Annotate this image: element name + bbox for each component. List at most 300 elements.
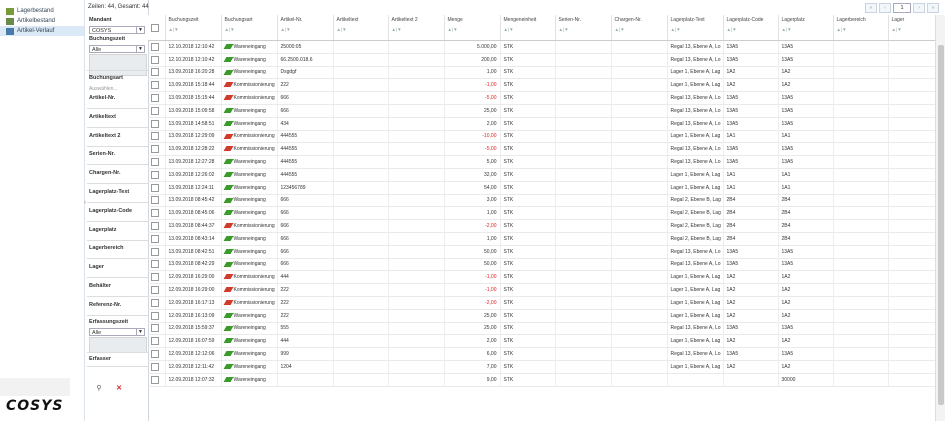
divider: [87, 202, 148, 203]
row-checkbox[interactable]: [151, 184, 159, 192]
table-row[interactable]: [148, 348, 935, 361]
row-checkbox[interactable]: [151, 324, 159, 332]
table-row[interactable]: [148, 143, 935, 156]
lagerplatz-cell: 13A5: [778, 104, 833, 117]
menge-cell: -1,00: [444, 284, 500, 297]
lagerplatz-code-cell: 1A2: [723, 360, 778, 373]
filter-label[interactable]: Lager: [89, 264, 104, 271]
filter-label[interactable]: Lagerplatz-Text: [89, 189, 130, 195]
buchungsart-cell: [221, 194, 277, 207]
sort-icon[interactable]: ▲|▼: [503, 27, 514, 32]
filter-label[interactable]: Lagerplatz: [89, 226, 117, 233]
lagerplatz-cell: 2B4: [778, 207, 833, 220]
row-select-cell: [148, 258, 165, 271]
previous-page-icon[interactable]: ‹: [879, 3, 891, 13]
artikeltext2-cell: [388, 104, 444, 117]
chargen-nr-cell: [611, 79, 667, 92]
scrollbar-thumb[interactable]: [938, 45, 944, 405]
lager-cell: [888, 92, 935, 105]
table-row[interactable]: [148, 53, 935, 66]
column-header-label: Artikeltext: [336, 17, 359, 23]
menge-cell: -5,00: [444, 92, 500, 105]
divider: [87, 70, 148, 71]
artikeltext2-cell: [388, 168, 444, 181]
buchungsart-cell: [221, 92, 277, 105]
buchungszeit-cell: 12.10.2018 12:10:42: [165, 41, 221, 54]
buchungszeit-select[interactable]: [89, 45, 145, 53]
filter-label[interactable]: Behälter: [89, 283, 112, 289]
row-checkbox[interactable]: [151, 120, 159, 128]
column-header[interactable]: [888, 15, 935, 41]
lager-cell: [888, 168, 935, 181]
menge-cell: 5,00: [444, 156, 500, 169]
sort-icon[interactable]: ▲|▼: [891, 27, 902, 32]
lagerbereich-cell: [833, 245, 888, 258]
serien-nr-cell: [555, 232, 611, 245]
mengeneinheit-cell: STK: [500, 156, 555, 169]
buchungsart-cell: [221, 41, 277, 54]
table-row[interactable]: [148, 335, 935, 348]
column-header[interactable]: [388, 15, 444, 41]
chargen-nr-cell: [611, 271, 667, 284]
lager-cell: [888, 296, 935, 309]
lagerplatz-text-cell: Regal 13, Ebene A, Lo: [667, 258, 723, 271]
row-checkbox[interactable]: [151, 363, 159, 371]
lagerplatz-text-cell: Lager 1, Ebene A, Lag: [667, 309, 723, 322]
row-select-cell: [148, 156, 165, 169]
chevron-down-icon[interactable]: ▼: [136, 27, 144, 33]
incoming-goods-icon: [223, 159, 233, 164]
chargen-nr-cell: [611, 284, 667, 297]
column-header[interactable]: [833, 15, 888, 41]
sort-icon[interactable]: ▲|▼: [836, 27, 847, 32]
column-header-label: Mengeneinheit: [503, 17, 537, 23]
chargen-nr-cell: [611, 130, 667, 143]
table-row[interactable]: [148, 296, 935, 309]
table-row[interactable]: [148, 156, 935, 169]
lagerplatz-code-cell: 1A2: [723, 309, 778, 322]
row-select-cell: [148, 232, 165, 245]
column-header[interactable]: [555, 15, 611, 41]
buchungszeit-cell: 12.09.2018 15:59:37: [165, 322, 221, 335]
filter-label[interactable]: Artikeltext 2: [89, 132, 121, 139]
column-header[interactable]: [165, 15, 221, 41]
lagerplatz-text-cell: Regal 13, Ebene A, Lo: [667, 245, 723, 258]
warehouse-icon: [6, 8, 14, 15]
artikeltext-cell: [333, 92, 388, 105]
row-checkbox[interactable]: [151, 350, 159, 358]
artikeltext2-cell: [388, 258, 444, 271]
mengeneinheit-cell: STK: [500, 245, 555, 258]
sort-icon[interactable]: ▲|▼: [447, 27, 458, 32]
menge-cell: 1,00: [444, 232, 500, 245]
buchungsart-label: Wareneingang: [233, 159, 266, 166]
lagerplatz-code-cell: 1A2: [723, 296, 778, 309]
buchungszeit-cell: 13.09.2018 08:43:14: [165, 232, 221, 245]
buchungszeit-cell: 13.09.2018 12:24:11: [165, 181, 221, 194]
buchungszeit-range-box[interactable]: [89, 54, 147, 76]
divider: [87, 127, 148, 128]
row-select-cell: [148, 245, 165, 258]
row-checkbox[interactable]: [151, 132, 159, 140]
buchungsart-cell: [221, 335, 277, 348]
select-all-checkbox[interactable]: [151, 24, 159, 32]
divider: [87, 164, 148, 165]
buchungsart-label: Wareneingang: [233, 338, 266, 345]
column-header-label: Artikeltext 2: [391, 17, 418, 23]
serien-nr-cell: [555, 284, 611, 297]
row-select-cell: [148, 181, 165, 194]
incoming-goods-icon: [223, 377, 233, 382]
serien-nr-cell: [555, 245, 611, 258]
chargen-nr-cell: [611, 41, 667, 54]
table-row[interactable]: [148, 92, 935, 105]
artikeltext2-cell: [388, 284, 444, 297]
row-select-cell: [148, 360, 165, 373]
filter-label[interactable]: Chargen-Nr.: [89, 170, 121, 177]
lagerplatz-cell: 1A2: [778, 79, 833, 92]
column-header-label: Artikel-Nr.: [280, 17, 303, 23]
last-page-icon[interactable]: »: [927, 3, 939, 13]
artikeltext2-cell: [388, 41, 444, 54]
buchungszeit-cell: 13.09.2018 15:15:44: [165, 92, 221, 105]
lagerbereich-cell: [833, 207, 888, 220]
row-checkbox[interactable]: [151, 56, 159, 64]
row-checkbox[interactable]: [151, 312, 159, 320]
serien-nr-cell: [555, 258, 611, 271]
lager-cell: [888, 348, 935, 361]
menge-cell: 3,00: [444, 194, 500, 207]
lagerplatz-code-cell: 1A1: [723, 181, 778, 194]
menge-cell: -1,00: [444, 79, 500, 92]
table-row[interactable]: [148, 168, 935, 181]
artikel-nr-cell: 666: [277, 194, 333, 207]
lagerbereich-cell: [833, 194, 888, 207]
row-checkbox[interactable]: [151, 43, 159, 51]
lagerplatz-code-cell: 13A5: [723, 245, 778, 258]
buchungsart-cell: [221, 232, 277, 245]
nav-item-0[interactable]: [0, 6, 84, 16]
next-page-icon[interactable]: ›: [913, 3, 925, 13]
row-checkbox[interactable]: [151, 222, 159, 230]
row-checkbox[interactable]: [151, 209, 159, 217]
buchungsart-label: Wareneingang: [233, 248, 266, 255]
table-row[interactable]: [148, 258, 935, 271]
lagerplatz-text-cell: Regal 13, Ebene A, Lo: [667, 41, 723, 54]
lager-cell: [888, 335, 935, 348]
incoming-goods-icon: [223, 44, 233, 49]
mengeneinheit-cell: STK: [500, 348, 555, 361]
lagerbereich-cell: [833, 232, 888, 245]
artikeltext-cell: [333, 348, 388, 361]
lagerplatz-text-cell: Lager 1, Ebene A, Lag: [667, 168, 723, 181]
row-select-cell: [148, 41, 165, 54]
row-checkbox[interactable]: [151, 376, 159, 384]
sort-icon[interactable]: ▲|▼: [781, 27, 792, 32]
lagerplatz-text-cell: Lager 1, Ebene A, Lag: [667, 66, 723, 79]
menge-cell: -10,00: [444, 130, 500, 143]
first-page-icon[interactable]: «: [865, 3, 877, 13]
picking-icon: [223, 274, 233, 279]
buchungsart-label: Wareneingang: [233, 376, 266, 383]
table-row[interactable]: [148, 194, 935, 207]
serien-nr-cell: [555, 296, 611, 309]
lagerbereich-cell: [833, 258, 888, 271]
row-checkbox[interactable]: [151, 81, 159, 89]
table-header-row: [148, 15, 935, 41]
artikeltext-cell: [333, 143, 388, 156]
serien-nr-cell: [555, 348, 611, 361]
menge-cell: 50,00: [444, 245, 500, 258]
buchungsart-label: Kommissionierung: [233, 299, 275, 306]
menge-cell: -2,00: [444, 296, 500, 309]
buchungszeit-cell: 12.09.2018 16:29:00: [165, 271, 221, 284]
sort-icon[interactable]: ▲|▼: [224, 27, 235, 32]
chargen-nr-cell: [611, 194, 667, 207]
lagerplatz-cell: 13A5: [778, 117, 833, 130]
artikeltext2-cell: [388, 220, 444, 233]
buchungszeit-cell: 13.09.2018 08:45:06: [165, 207, 221, 220]
lagerplatz-cell: 1A1: [778, 168, 833, 181]
pager: [865, 3, 939, 13]
mengeneinheit-cell: STK: [500, 181, 555, 194]
binoculars-search-icon[interactable]: ⚲: [96, 385, 102, 392]
column-header[interactable]: [667, 15, 723, 41]
row-checkbox[interactable]: [151, 196, 159, 204]
row-checkbox[interactable]: [151, 107, 159, 115]
nav-item-1[interactable]: [0, 16, 84, 26]
buchungsart-label: Kommissionierung: [233, 82, 275, 89]
article-history-icon: [6, 28, 14, 35]
lager-cell: [888, 53, 935, 66]
lager-cell: [888, 309, 935, 322]
buchungsart-cell: [221, 220, 277, 233]
table-row[interactable]: [148, 104, 935, 117]
erfassungszeit-select[interactable]: [89, 328, 145, 336]
lagerplatz-cell: 1A2: [778, 360, 833, 373]
mandant-select[interactable]: [89, 26, 145, 34]
table-row[interactable]: [148, 181, 935, 194]
table-row[interactable]: [148, 79, 935, 92]
lagerbereich-cell: [833, 271, 888, 284]
incoming-goods-icon: [223, 351, 233, 356]
menge-cell: 25,00: [444, 104, 500, 117]
column-header-label: Lagerplatz: [781, 17, 805, 23]
artikeltext2-cell: [388, 207, 444, 220]
lagerbereich-cell: [833, 104, 888, 117]
filter-label[interactable]: Referenz-Nr.: [89, 301, 122, 308]
filter-label[interactable]: Serien-Nr.: [89, 151, 115, 158]
buchungszeit-cell: 12.09.2018 12:11:42: [165, 360, 221, 373]
table-row[interactable]: [148, 271, 935, 284]
picking-icon: [223, 223, 233, 228]
lagerplatz-code-cell: 13A5: [723, 41, 778, 54]
row-checkbox[interactable]: [151, 94, 159, 102]
table-row[interactable]: [148, 207, 935, 220]
clear-filter-icon[interactable]: ✕: [116, 385, 122, 392]
sort-icon[interactable]: ▲|▼: [614, 27, 625, 32]
column-header[interactable]: [333, 15, 388, 41]
column-header[interactable]: [500, 15, 555, 41]
page-number-input[interactable]: 1: [893, 3, 911, 13]
buchungszeit-cell: 13.09.2018 12:27:28: [165, 156, 221, 169]
incoming-goods-icon: [223, 326, 233, 331]
buchungsart-label: Kommissionierung: [233, 223, 275, 230]
table-row[interactable]: [148, 232, 935, 245]
table-row[interactable]: [148, 66, 935, 79]
chargen-nr-cell: [611, 296, 667, 309]
table-row[interactable]: [148, 360, 935, 373]
buchungszeit-cell: 13.09.2018 08:42:51: [165, 245, 221, 258]
lagerbereich-cell: [833, 130, 888, 143]
chargen-nr-cell: [611, 156, 667, 169]
lagerplatz-text-cell: Regal 2, Ebene B, Lag: [667, 232, 723, 245]
row-checkbox[interactable]: [151, 260, 159, 268]
mengeneinheit-cell: STK: [500, 309, 555, 322]
collapse-panel-icon[interactable]: ‹: [84, 200, 86, 206]
column-header[interactable]: [778, 15, 833, 41]
chargen-nr-cell: [611, 258, 667, 271]
row-checkbox[interactable]: [151, 299, 159, 307]
row-checkbox[interactable]: [151, 286, 159, 294]
lagerbereich-cell: [833, 309, 888, 322]
row-checkbox[interactable]: [151, 145, 159, 153]
row-select-cell: [148, 309, 165, 322]
menge-cell: 2,00: [444, 117, 500, 130]
picking-icon: [223, 82, 233, 87]
artikel-nr-cell: 666: [277, 232, 333, 245]
column-header[interactable]: [611, 15, 667, 41]
table-row[interactable]: [148, 245, 935, 258]
buchungsart-cell: [221, 66, 277, 79]
chevron-down-icon[interactable]: ▼: [136, 46, 144, 52]
lagerplatz-code-cell: 1A2: [723, 79, 778, 92]
buchungszeit-cell: 13.09.2018 16:20:28: [165, 66, 221, 79]
buchungszeit-cell: 13.09.2018 12:26:02: [165, 168, 221, 181]
vertical-scrollbar[interactable]: [935, 15, 945, 421]
buchungsart-placeholder[interactable]: Auswählen...: [89, 86, 118, 92]
sort-icon[interactable]: ▲|▼: [726, 27, 737, 32]
erfassungszeit-range-box[interactable]: [89, 337, 147, 353]
artikeltext-cell: [333, 373, 388, 386]
buchungsart-label: Wareneingang: [233, 312, 266, 319]
buchungsart-cell: [221, 360, 277, 373]
nav-item-2[interactable]: [0, 26, 84, 36]
column-header-label: Serien-Nr.: [558, 17, 582, 23]
row-checkbox[interactable]: [151, 68, 159, 76]
incoming-goods-icon: [223, 262, 233, 267]
picking-icon: [223, 134, 233, 139]
sort-icon[interactable]: ▲|▼: [336, 27, 347, 32]
artikeltext2-cell: [388, 130, 444, 143]
mengeneinheit-cell: STK: [500, 194, 555, 207]
row-checkbox[interactable]: [151, 158, 159, 166]
column-header[interactable]: [444, 15, 500, 41]
table-row[interactable]: [148, 284, 935, 297]
sort-icon[interactable]: ▲|▼: [168, 27, 179, 32]
lagerbereich-cell: [833, 360, 888, 373]
artikel-nr-cell: 444: [277, 335, 333, 348]
lagerbereich-cell: [833, 220, 888, 233]
row-checkbox[interactable]: [151, 273, 159, 281]
lager-cell: [888, 143, 935, 156]
row-select-cell: [148, 143, 165, 156]
lagerplatz-cell: 13A5: [778, 143, 833, 156]
lagerbereich-cell: [833, 335, 888, 348]
mengeneinheit-cell: STK: [500, 335, 555, 348]
menge-cell: 25,00: [444, 322, 500, 335]
lagerplatz-text-cell: Regal 13, Ebene A, Lo: [667, 53, 723, 66]
artikeltext-cell: [333, 309, 388, 322]
lagerplatz-code-cell: 13A5: [723, 258, 778, 271]
artikeltext-cell: [333, 181, 388, 194]
table-row[interactable]: [148, 117, 935, 130]
chargen-nr-cell: [611, 348, 667, 361]
filter-label[interactable]: Artikeltext: [89, 113, 116, 120]
table-row[interactable]: [148, 220, 935, 233]
lagerplatz-cell: 1A2: [778, 335, 833, 348]
menge-cell: 54,00: [444, 181, 500, 194]
filter-label[interactable]: Lagerbereich: [89, 245, 124, 252]
column-header[interactable]: [277, 15, 333, 41]
chargen-nr-cell: [611, 245, 667, 258]
row-checkbox[interactable]: [151, 235, 159, 243]
lager-cell: [888, 220, 935, 233]
buchungsart-label: Wareneingang: [233, 120, 266, 127]
mengeneinheit-cell: STK: [500, 220, 555, 233]
sort-icon[interactable]: ▲|▼: [670, 27, 681, 32]
row-checkbox[interactable]: [151, 248, 159, 256]
column-header[interactable]: [221, 15, 277, 41]
row-checkbox[interactable]: [151, 171, 159, 179]
filter-label[interactable]: Artikel-Nr.: [89, 95, 116, 101]
table-row[interactable]: [148, 373, 935, 386]
divider: [87, 183, 148, 184]
table-row[interactable]: [148, 309, 935, 322]
sort-icon[interactable]: ▲|▼: [280, 27, 291, 32]
lagerplatz-code-cell: 1A2: [723, 271, 778, 284]
row-select-cell: [148, 53, 165, 66]
mengeneinheit-cell: STK: [500, 143, 555, 156]
table-row[interactable]: [148, 130, 935, 143]
table-row[interactable]: [148, 322, 935, 335]
filter-label[interactable]: Lagerplatz-Code: [89, 207, 133, 214]
table-row[interactable]: [148, 41, 935, 54]
divider: [87, 296, 148, 297]
article-stock-icon: [6, 18, 14, 25]
lagerplatz-cell: 13A5: [778, 41, 833, 54]
lagerplatz-code-cell: 13A5: [723, 104, 778, 117]
buchungszeit-cell: 12.09.2018 16:29:00: [165, 284, 221, 297]
sort-icon[interactable]: ▲|▼: [391, 27, 402, 32]
navigation-panel: [0, 0, 85, 421]
sort-icon[interactable]: ▲|▼: [558, 27, 569, 32]
column-header[interactable]: [723, 15, 778, 41]
artikeltext-cell: [333, 258, 388, 271]
lagerplatz-cell: 30000: [778, 373, 833, 386]
artikel-nr-cell: 666: [277, 258, 333, 271]
divider: [87, 258, 148, 259]
lagerplatz-text-cell: Lager 1, Ebene A, Lag: [667, 271, 723, 284]
incoming-goods-icon: [223, 198, 233, 203]
artikeltext2-cell: [388, 156, 444, 169]
lagerplatz-cell: 1A2: [778, 284, 833, 297]
buchungszeit-value: Alle: [92, 47, 102, 53]
incoming-goods-icon: [223, 236, 233, 241]
row-checkbox[interactable]: [151, 337, 159, 345]
lagerbereich-cell: [833, 284, 888, 297]
chevron-down-icon[interactable]: ▼: [136, 329, 144, 335]
